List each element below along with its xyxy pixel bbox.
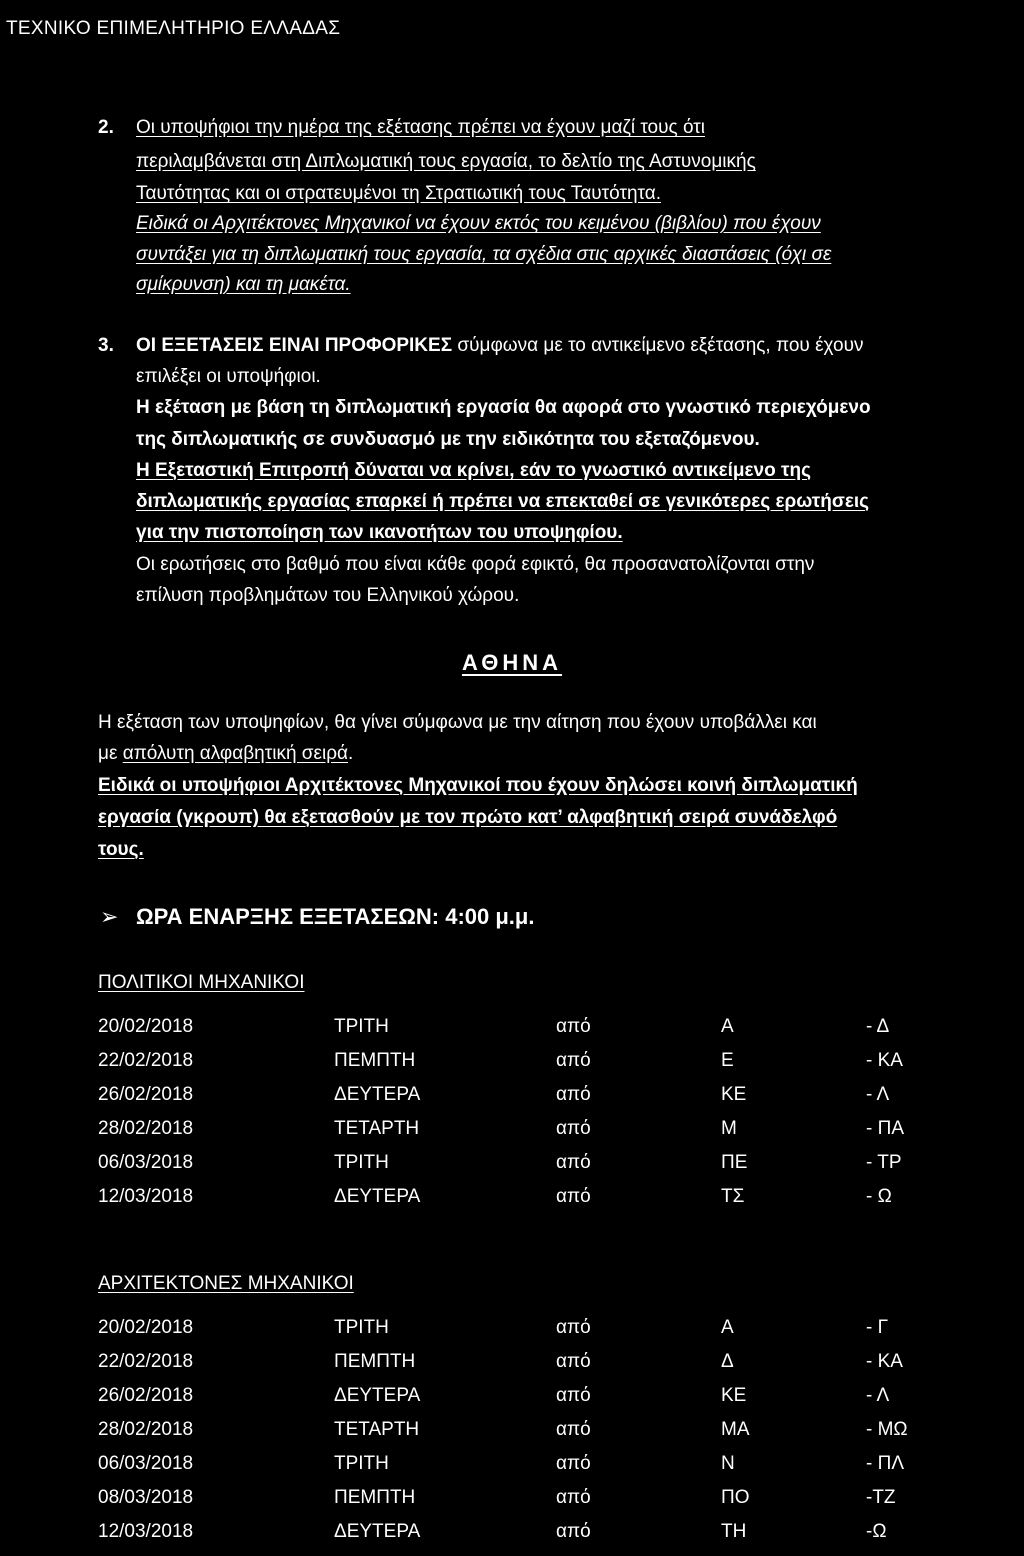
start-time-text: ΩΡΑ ΕΝΑΡΞΗΣ ΕΞΕΤΑΣΕΩΝ: 4:00 μ.μ. [136, 904, 535, 929]
item-3-line-1 [136, 335, 863, 357]
schedule-end-letter: -ΤΖ [866, 1487, 896, 1508]
item-3-line-4: της διπλωματικής σε συνδυασμό με την ειδικότητα του εξεταζόμενου. [136, 429, 760, 450]
schedule-start-letter: ΤΗ [721, 1521, 747, 1542]
schedule-date: 12/03/2018 [98, 1521, 194, 1542]
schedule-from: από [556, 1487, 591, 1508]
schedule-end-letter: - Γ [866, 1317, 889, 1338]
schedule-day: ΤΡΙΤΗ [334, 1453, 389, 1474]
alphabetical-order-emphasis: απόλυτη αλφαβητική σειρά [122, 743, 349, 764]
item-2-line-6: σμίκρυνση) και τη μακέτα. [136, 274, 351, 295]
item-3-line-9: επίλυση προβλημάτων του Ελληνικού χώρου. [136, 585, 520, 606]
schedule-from: από [556, 1351, 591, 1372]
schedule-from: από [556, 1385, 591, 1406]
item-2-number: 2. [98, 117, 114, 138]
schedule-end-letter: -Ω [866, 1521, 887, 1542]
item-2-line-2: περιλαμβάνεται στη Διπλωματική τους εργασία, το δελτίο της Αστυνομικής [136, 151, 756, 172]
schedule-day: ΤΕΤΑΡΤΗ [334, 1118, 420, 1139]
architects-title: ΑΡΧΙΤΕΚΤΟΝΕΣ ΜΗΧΑΝΙΚΟΙ [98, 1273, 354, 1294]
schedule-from: από [556, 1419, 591, 1440]
schedule-from: από [556, 1453, 591, 1474]
schedule-end-letter: - ΤΡ [866, 1152, 902, 1173]
schedule-date: 28/02/2018 [98, 1419, 194, 1440]
schedule-day: ΠΕΜΠΤΗ [334, 1487, 416, 1508]
schedule-end-letter: - ΠΑ [866, 1118, 904, 1139]
schedule-from: από [556, 1016, 591, 1037]
schedule-date: 06/03/2018 [98, 1453, 194, 1474]
schedule-day: ΤΡΙΤΗ [334, 1016, 389, 1037]
schedule-start-letter: Ν [721, 1453, 735, 1474]
schedule-end-letter: - Δ [866, 1016, 890, 1037]
athens-p2-prefix: με [98, 743, 123, 764]
schedule-end-letter: - Ω [866, 1186, 892, 1207]
schedule-start-letter: ΠΕ [721, 1152, 748, 1173]
schedule-start-letter: Δ [721, 1351, 734, 1372]
item-3-line-2: επιλέξει οι υποψήφιοι. [136, 366, 321, 387]
schedule-day: ΤΡΙΤΗ [334, 1152, 389, 1173]
schedule-start-letter: ΜΑ [721, 1419, 750, 1440]
athens-paragraph-line-4: εργασία (γκρουπ) θα εξετασθούν με τον πρώτο κατ’ αλφαβητική σειρά συνάδελφό [98, 807, 838, 828]
schedule-date: 26/02/2018 [98, 1385, 194, 1406]
item-3-number: 3. [98, 335, 114, 356]
schedule-start-letter: ΠΟ [721, 1487, 750, 1508]
schedule-date: 06/03/2018 [98, 1152, 194, 1173]
schedule-start-letter: ΚΕ [721, 1084, 747, 1105]
item-3-line-1-rest: σύμφωνα με το αντικείμενο εξέτασης, που έχουν [452, 335, 864, 356]
athens-title: ΑΘΗΝΑ [461, 650, 563, 675]
schedule-day: ΔΕΥΤΕΡΑ [334, 1186, 421, 1207]
schedule-from: από [556, 1186, 591, 1207]
item-3-line-7: για την πιστοποίηση των ικανοτήτων του υποψηφίου. [136, 522, 623, 543]
civil-engineers-title: ΠΟΛΙΤΙΚΟΙ ΜΗΧΑΝΙΚΟΙ [98, 972, 305, 993]
schedule-end-letter: - Λ [866, 1385, 890, 1406]
athens-paragraph-line-1: Η εξέταση των υποψηφίων, θα γίνει σύμφωνα με την αίτηση που έχουν υποβάλλει και [98, 712, 817, 733]
document-header: ΤΕΧΝΙΚΟ ΕΠΙΜΕΛΗΤΗΡΙΟ ΕΛΛΑΔΑΣ [6, 18, 341, 39]
schedule-end-letter: - Λ [866, 1084, 890, 1105]
schedule-from: από [556, 1521, 591, 1542]
schedule-day: ΔΕΥΤΕΡΑ [334, 1084, 421, 1105]
schedule-date: 20/02/2018 [98, 1317, 194, 1338]
schedule-date: 12/03/2018 [98, 1186, 194, 1207]
item-2-line-3: Ταυτότητας και οι στρατευμένοι τη Στρατιωτική τους Ταυτότητα. [136, 183, 662, 204]
item-3-line-8: Οι ερωτήσεις στο βαθμό που είναι κάθε φορά εφικτό, θα προσανατολίζονται στην [136, 554, 815, 575]
start-time-row [100, 904, 535, 930]
schedule-start-letter: ΤΣ [721, 1186, 745, 1207]
schedule-start-letter: ΚΕ [721, 1385, 747, 1406]
schedule-end-letter: - ΜΩ [866, 1419, 908, 1440]
schedule-start-letter: Μ [721, 1118, 737, 1139]
schedule-from: από [556, 1317, 591, 1338]
exam-type-emphasis: ΟΙ ΕΞΕΤΑΣΕΙΣ ΕΙΝΑΙ ΠΡΟΦΟΡΙΚΕΣ [136, 335, 453, 356]
athens-paragraph-line-5: τους. [98, 839, 144, 860]
athens-paragraph-line-2 [98, 743, 353, 765]
schedule-date: 22/02/2018 [98, 1351, 194, 1372]
item-3-line-5: Η Εξεταστική Επιτροπή δύναται να κρίνει, εάν το γνωστικό αντικείμενο της [136, 460, 811, 481]
schedule-start-letter: Α [721, 1016, 734, 1037]
schedule-day: ΔΕΥΤΕΡΑ [334, 1385, 421, 1406]
schedule-date: 22/02/2018 [98, 1050, 194, 1071]
schedule-from: από [556, 1084, 591, 1105]
schedule-from: από [556, 1118, 591, 1139]
schedule-from: από [556, 1050, 591, 1071]
arrow-bullet-icon: ➢ [100, 904, 119, 929]
athens-p2-suffix: . [348, 743, 354, 764]
schedule-end-letter: - ΚΑ [866, 1351, 903, 1372]
schedule-date: 08/03/2018 [98, 1487, 194, 1508]
schedule-end-letter: - ΠΛ [866, 1453, 905, 1474]
schedule-day: ΠΕΜΠΤΗ [334, 1050, 416, 1071]
schedule-date: 28/02/2018 [98, 1118, 194, 1139]
item-2-line-1: Οι υποψήφιοι την ημέρα της εξέτασης πρέπει να έχουν μαζί τους ότι [136, 117, 705, 138]
schedule-date: 26/02/2018 [98, 1084, 194, 1105]
schedule-start-letter: Α [721, 1317, 734, 1338]
schedule-start-letter: Ε [721, 1050, 734, 1071]
item-3-line-3: Η εξέταση με βάση τη διπλωματική εργασία θα αφορά στο γνωστικό περιεχόμενο [136, 397, 871, 418]
schedule-day: ΤΕΤΑΡΤΗ [334, 1419, 420, 1440]
schedule-from: από [556, 1152, 591, 1173]
athens-paragraph-line-3: Ειδικά οι υποψήφιοι Αρχιτέκτονες Μηχανικοί που έχουν δηλώσει κοινή διπλωματική [98, 775, 858, 796]
item-3-line-6: διπλωματικής εργασίας επαρκεί ή πρέπει να επεκταθεί σε γενικότερες ερωτήσεις [136, 491, 870, 512]
schedule-day: ΤΡΙΤΗ [334, 1317, 389, 1338]
schedule-day: ΔΕΥΤΕΡΑ [334, 1521, 421, 1542]
schedule-date: 20/02/2018 [98, 1016, 194, 1037]
schedule-end-letter: - ΚΑ [866, 1050, 903, 1071]
schedule-day: ΠΕΜΠΤΗ [334, 1351, 416, 1372]
item-2-line-4: Ειδικά οι Αρχιτέκτονες Μηχανικοί να έχουν εκτός του κειμένου (βιβλίου) που έχουν [136, 213, 821, 234]
item-2-line-5: συντάξει για τη διπλωματική τους εργασία, τα σχέδια στις αρχικές διαστάσεις (όχι σε [136, 244, 832, 265]
